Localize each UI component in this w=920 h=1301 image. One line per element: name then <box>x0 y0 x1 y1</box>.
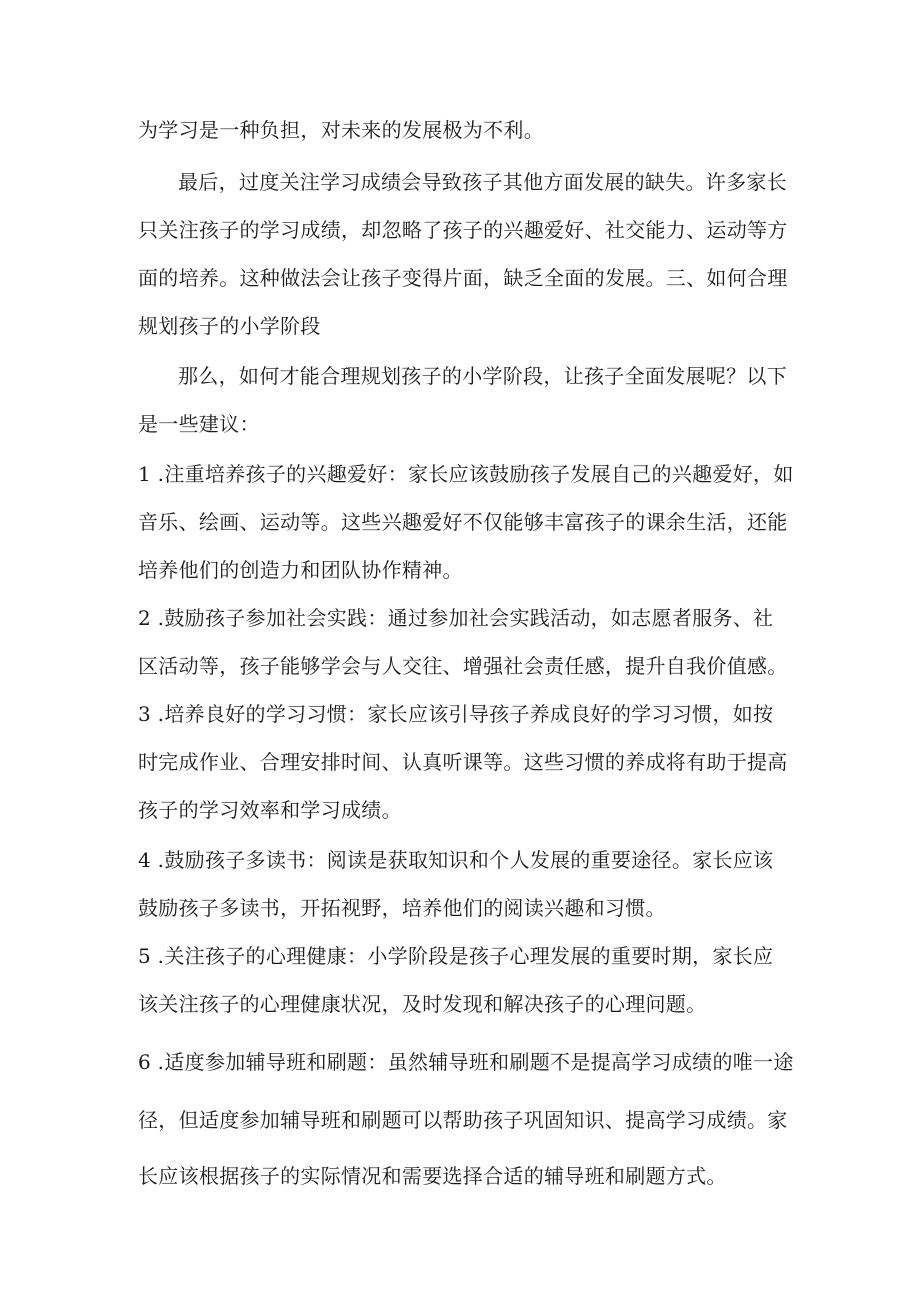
text-line: 区活动等，孩子能够学会与人交往、增强社会责任感，提升自我价值感。 <box>138 654 788 678</box>
paragraph-start: 那么，如何才能合理规划孩子的小学阶段，让孩子全面发展呢？以下 <box>178 364 787 388</box>
text-line: 为学习是一种负担，对未来的发展极为不利。 <box>138 118 544 142</box>
text-line: 音乐、绘画、运动等。这些兴趣爱好不仅能够丰富孩子的课余生活，还能 <box>138 510 788 534</box>
text-line: 培养他们的创造力和团队协作精神。 <box>138 558 463 582</box>
text-line: 孩子的学习效率和学习成绩。 <box>138 798 402 822</box>
text-line: 是一些建议： <box>138 412 260 436</box>
text-line: 径，但适度参加辅导班和刷题可以帮助孩子巩固知识、提高学习成绩。家 <box>138 1108 788 1132</box>
text-line: 鼓励孩子多读书，开拓视野，培养他们的阅读兴趣和习惯。 <box>138 896 666 920</box>
text-line: 该关注孩子的心理健康状况，及时发现和解决孩子的心理问题。 <box>138 992 707 1016</box>
text-line: 面的培养。这种做法会让孩子变得片面，缺乏全面的发展。三、如何合理 <box>138 266 788 290</box>
text-line: 只关注孩子的学习成绩，却忽略了孩子的兴趣爱好、社交能力、运动等方 <box>138 218 788 242</box>
list-item-4: 4 .鼓励孩子多读书：阅读是获取知识和个人发展的重要途径。家长应该 <box>138 848 774 872</box>
list-item-2: 2 .鼓励孩子参加社会实践：通过参加社会实践活动，如志愿者服务、社 <box>138 606 774 630</box>
paragraph-start: 最后，过度关注学习成绩会导致孩子其他方面发展的缺失。许多家长 <box>178 170 787 194</box>
text-line: 规划孩子的小学阶段 <box>138 314 321 338</box>
list-item-3: 3 .培养良好的学习习惯：家长应该引导孩子养成良好的学习习惯，如按 <box>138 702 774 726</box>
text-line: 时完成作业、合理安排时间、认真听课等。这些习惯的养成将有助于提高 <box>138 750 788 774</box>
text-line: 长应该根据孩子的实际情况和需要选择合适的辅导班和刷题方式。 <box>138 1164 727 1188</box>
list-item-6: 6 .适度参加辅导班和刷题：虽然辅导班和刷题不是提高学习成绩的唯一途 <box>138 1050 794 1074</box>
list-item-5: 5 .关注孩子的心理健康：小学阶段是孩子心理发展的重要时期，家长应 <box>138 944 774 968</box>
list-item-1: 1 .注重培养孩子的兴趣爱好：家长应该鼓励孩子发展自己的兴趣爱好，如 <box>138 462 794 486</box>
